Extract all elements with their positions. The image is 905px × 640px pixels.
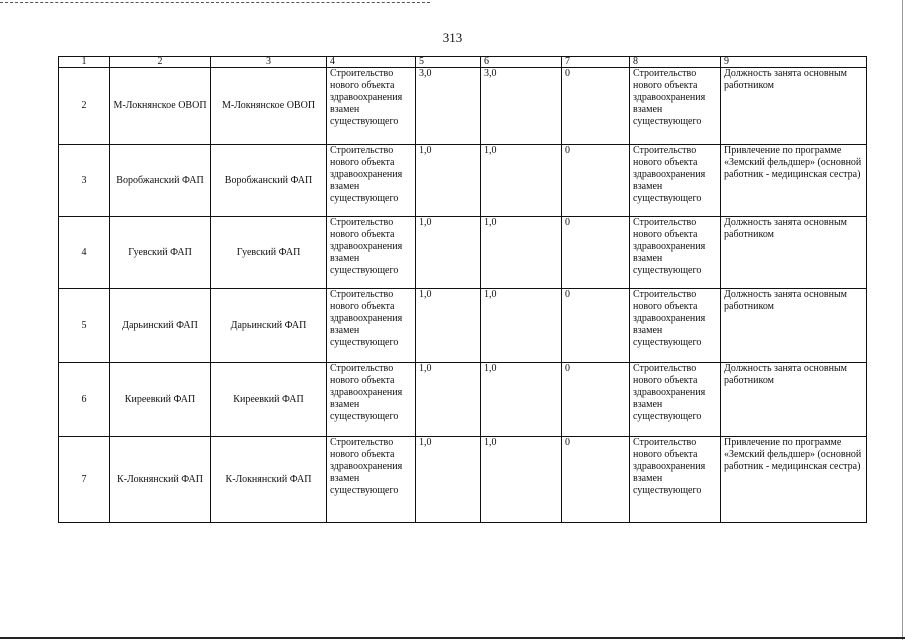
value-col6: 1,0 [481, 437, 562, 523]
row-number: 7 [59, 437, 110, 523]
facility-unit: Дарьинский ФАП [211, 289, 327, 363]
facility-unit: М-Локнянское ОВОП [211, 68, 327, 145]
value-col5: 1,0 [416, 145, 481, 217]
value-col7: 0 [562, 68, 630, 145]
row-number: 6 [59, 363, 110, 437]
facility-name: Гуевский ФАП [110, 217, 211, 289]
value-col5: 1,0 [416, 363, 481, 437]
row-number: 4 [59, 217, 110, 289]
column-header: 8 [630, 57, 721, 68]
scan-right-edge [902, 0, 903, 640]
table-row [59, 145, 867, 217]
measure-cell: Строительство нового объекта здравоохранения взамен существующего [630, 145, 721, 217]
value-col5: 1,0 [416, 289, 481, 363]
activity-cell: Строительство нового объекта здравоохранения взамен существующего [327, 145, 416, 217]
activity-cell: Строительство нового объекта здравоохранения взамен существующего [327, 289, 416, 363]
facility-unit: Киреевкий ФАП [211, 363, 327, 437]
table-row [59, 289, 867, 363]
staff-cell: Должность занята основным работником [721, 217, 867, 289]
page-number: 313 [442, 30, 463, 45]
facility-unit: Гуевский ФАП [211, 217, 327, 289]
column-header: 9 [721, 57, 867, 68]
column-header: 1 [59, 57, 110, 68]
facilities-table [58, 56, 867, 523]
column-header: 3 [211, 57, 327, 68]
facility-unit: Воробжанский ФАП [211, 145, 327, 217]
column-header: 7 [562, 57, 630, 68]
staff-cell: Привлечение по программе «Земский фельдшер» (основной работник - медицинская сестра) [721, 145, 867, 217]
column-header: 4 [327, 57, 416, 68]
activity-cell: Строительство нового объекта здравоохранения взамен существующего [327, 217, 416, 289]
row-number: 5 [59, 289, 110, 363]
facility-name: Киреевкий ФАП [110, 363, 211, 437]
value-col7: 0 [562, 437, 630, 523]
staff-cell: Должность занята основным работником [721, 363, 867, 437]
table-row [59, 437, 867, 523]
value-col6: 1,0 [481, 217, 562, 289]
staff-cell: Должность занята основным работником [721, 289, 867, 363]
value-col5: 1,0 [416, 217, 481, 289]
column-number-row [59, 57, 867, 68]
facility-name: Дарьинский ФАП [110, 289, 211, 363]
value-col7: 0 [562, 217, 630, 289]
measure-cell: Строительство нового объекта здравоохранения взамен существующего [630, 437, 721, 523]
value-col6: 1,0 [481, 145, 562, 217]
value-col6: 1,0 [481, 363, 562, 437]
value-col5: 3,0 [416, 68, 481, 145]
measure-cell: Строительство нового объекта здравоохранения взамен существующего [630, 68, 721, 145]
activity-cell: Строительство нового объекта здравоохранения взамен существующего [327, 437, 416, 523]
activity-cell: Строительство нового объекта здравоохранения взамен существующего [327, 363, 416, 437]
staff-cell: Привлечение по программе «Земский фельдшер» (основной работник - медицинская сестра) [721, 437, 867, 523]
scan-top-edge [0, 2, 430, 4]
staff-cell: Должность занята основным работником [721, 68, 867, 145]
column-header: 5 [416, 57, 481, 68]
row-number: 2 [59, 68, 110, 145]
table-row [59, 68, 867, 145]
column-header: 2 [110, 57, 211, 68]
activity-cell: Строительство нового объекта здравоохранения взамен существующего [327, 68, 416, 145]
measure-cell: Строительство нового объекта здравоохранения взамен существующего [630, 217, 721, 289]
measure-cell: Строительство нового объекта здравоохранения взамен существующего [630, 363, 721, 437]
facility-name: Воробжанский ФАП [110, 145, 211, 217]
value-col6: 3,0 [481, 68, 562, 145]
column-header: 6 [481, 57, 562, 68]
value-col6: 1,0 [481, 289, 562, 363]
value-col7: 0 [562, 363, 630, 437]
table-row [59, 217, 867, 289]
facility-name: К-Локнянский ФАП [110, 437, 211, 523]
scan-bottom-edge [0, 637, 905, 639]
facility-unit: К-Локнянский ФАП [211, 437, 327, 523]
measure-cell: Строительство нового объекта здравоохранения взамен существующего [630, 289, 721, 363]
row-number: 3 [59, 145, 110, 217]
value-col7: 0 [562, 289, 630, 363]
facility-name: М-Локнянское ОВОП [110, 68, 211, 145]
value-col7: 0 [562, 145, 630, 217]
value-col5: 1,0 [416, 437, 481, 523]
table-row [59, 363, 867, 437]
